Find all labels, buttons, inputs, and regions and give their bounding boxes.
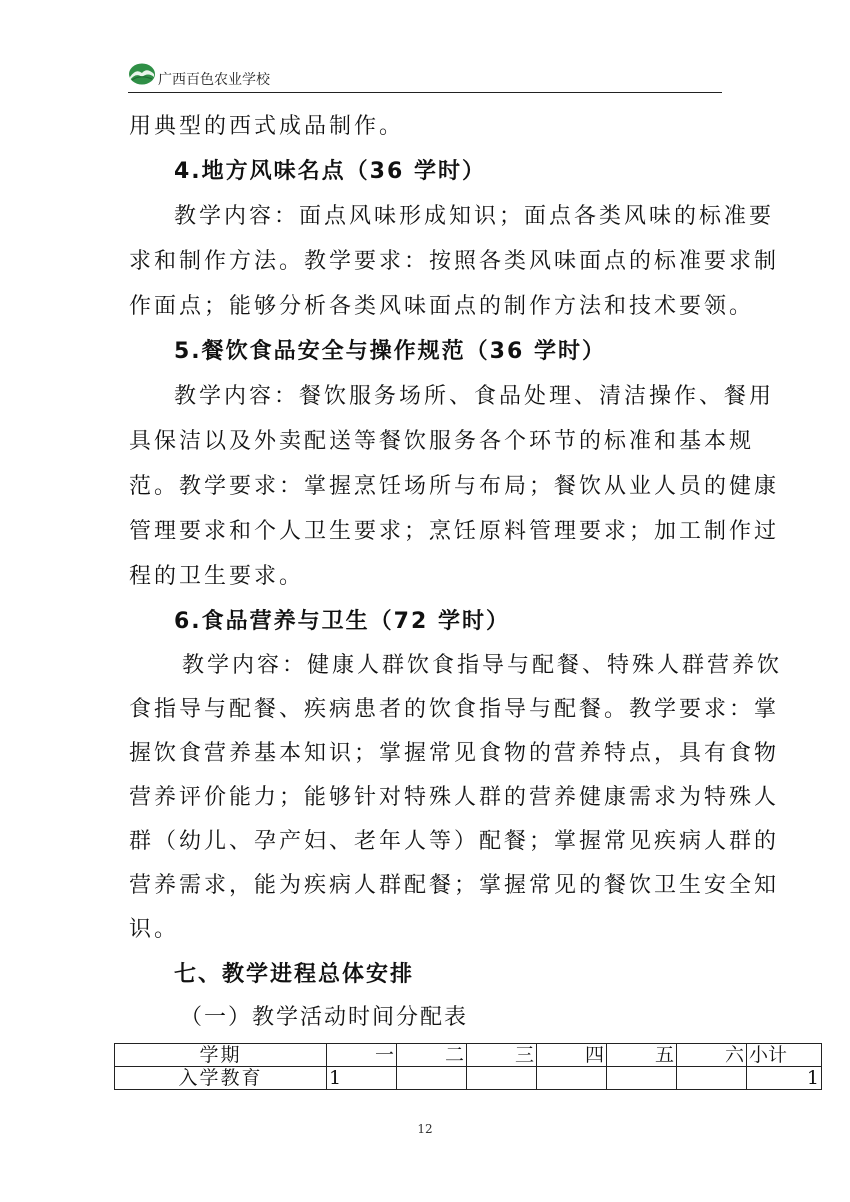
table-row (115, 1067, 822, 1090)
table-cell: 1 (327, 1067, 397, 1090)
body-line: 作面点；能够分析各类风味面点的制作方法和技术要领。 (129, 294, 755, 319)
school-logo-icon (128, 62, 156, 86)
body-line: 用典型的西式成品制作。 (129, 114, 405, 139)
table-header-cell: 学期 (115, 1044, 327, 1067)
body-line: 程的卫生要求。 (129, 564, 305, 589)
chapter-heading: 七、教学进程总体安排 (174, 962, 415, 987)
time-allocation-table (114, 1043, 822, 1090)
body-line: 求和制作方法。教学要求：按照各类风味面点的标准要求制 (129, 249, 780, 274)
body-line: 握饮食营养基本知识；掌握常见食物的营养特点，具有食物 (129, 741, 780, 766)
body-line: 食指导与配餐、疾病患者的饮食指导与配餐。教学要求：掌 (129, 697, 780, 722)
school-name: 广西百色农业学校 (158, 72, 270, 88)
table-header-cell: 二 (397, 1044, 467, 1067)
body-line: 群（幼儿、孕产妇、老年人等）配餐；掌握常见疾病人群的 (129, 829, 780, 854)
section-heading: 5.餐饮食品安全与操作规范（36 学时） (174, 339, 606, 364)
table-cell: 入学教育 (115, 1067, 327, 1090)
body-line: 教学内容：面点风味形成知识；面点各类风味的标准要 (174, 204, 775, 229)
table-cell (677, 1067, 747, 1090)
table-header-cell: 五 (607, 1044, 677, 1067)
section-heading: 4.地方风味名点（36 学时） (174, 159, 486, 184)
body-line: 具保洁以及外卖配送等餐饮服务各个环节的标准和基本规 (129, 429, 755, 454)
body-line: 教学内容：健康人群饮食指导与配餐、特殊人群营养饮 (182, 653, 783, 678)
body-line: 识。 (129, 917, 180, 942)
section-heading: 6.食品营养与卫生（72 学时） (174, 609, 510, 634)
table-header-cell: 六 (677, 1044, 747, 1067)
table-cell (607, 1067, 677, 1090)
table-header-cell: 四 (537, 1044, 607, 1067)
table-cell (467, 1067, 537, 1090)
table-cell: 1 (747, 1067, 822, 1090)
body-line: 教学内容：餐饮服务场所、食品处理、清洁操作、餐用 (174, 384, 775, 409)
header-divider (128, 92, 722, 93)
table-caption: （一）教学活动时间分配表 (180, 1005, 469, 1030)
table-header-cell: 三 (467, 1044, 537, 1067)
table-header-row (115, 1044, 822, 1067)
table-header-cell: 一 (327, 1044, 397, 1067)
page-number: 12 (417, 1122, 433, 1136)
table-cell (397, 1067, 467, 1090)
body-line: 范。教学要求：掌握烹饪场所与布局；餐饮从业人员的健康 (129, 474, 780, 499)
table-cell (537, 1067, 607, 1090)
body-line: 管理要求和个人卫生要求；烹饪原料管理要求；加工制作过 (129, 519, 780, 544)
table-header-cell: 小计 (747, 1044, 822, 1067)
body-line: 营养评价能力；能够针对特殊人群的营养健康需求为特殊人 (129, 785, 780, 810)
page-header (128, 58, 722, 94)
body-line: 营养需求，能为疾病人群配餐；掌握常见的餐饮卫生安全知 (129, 873, 780, 898)
